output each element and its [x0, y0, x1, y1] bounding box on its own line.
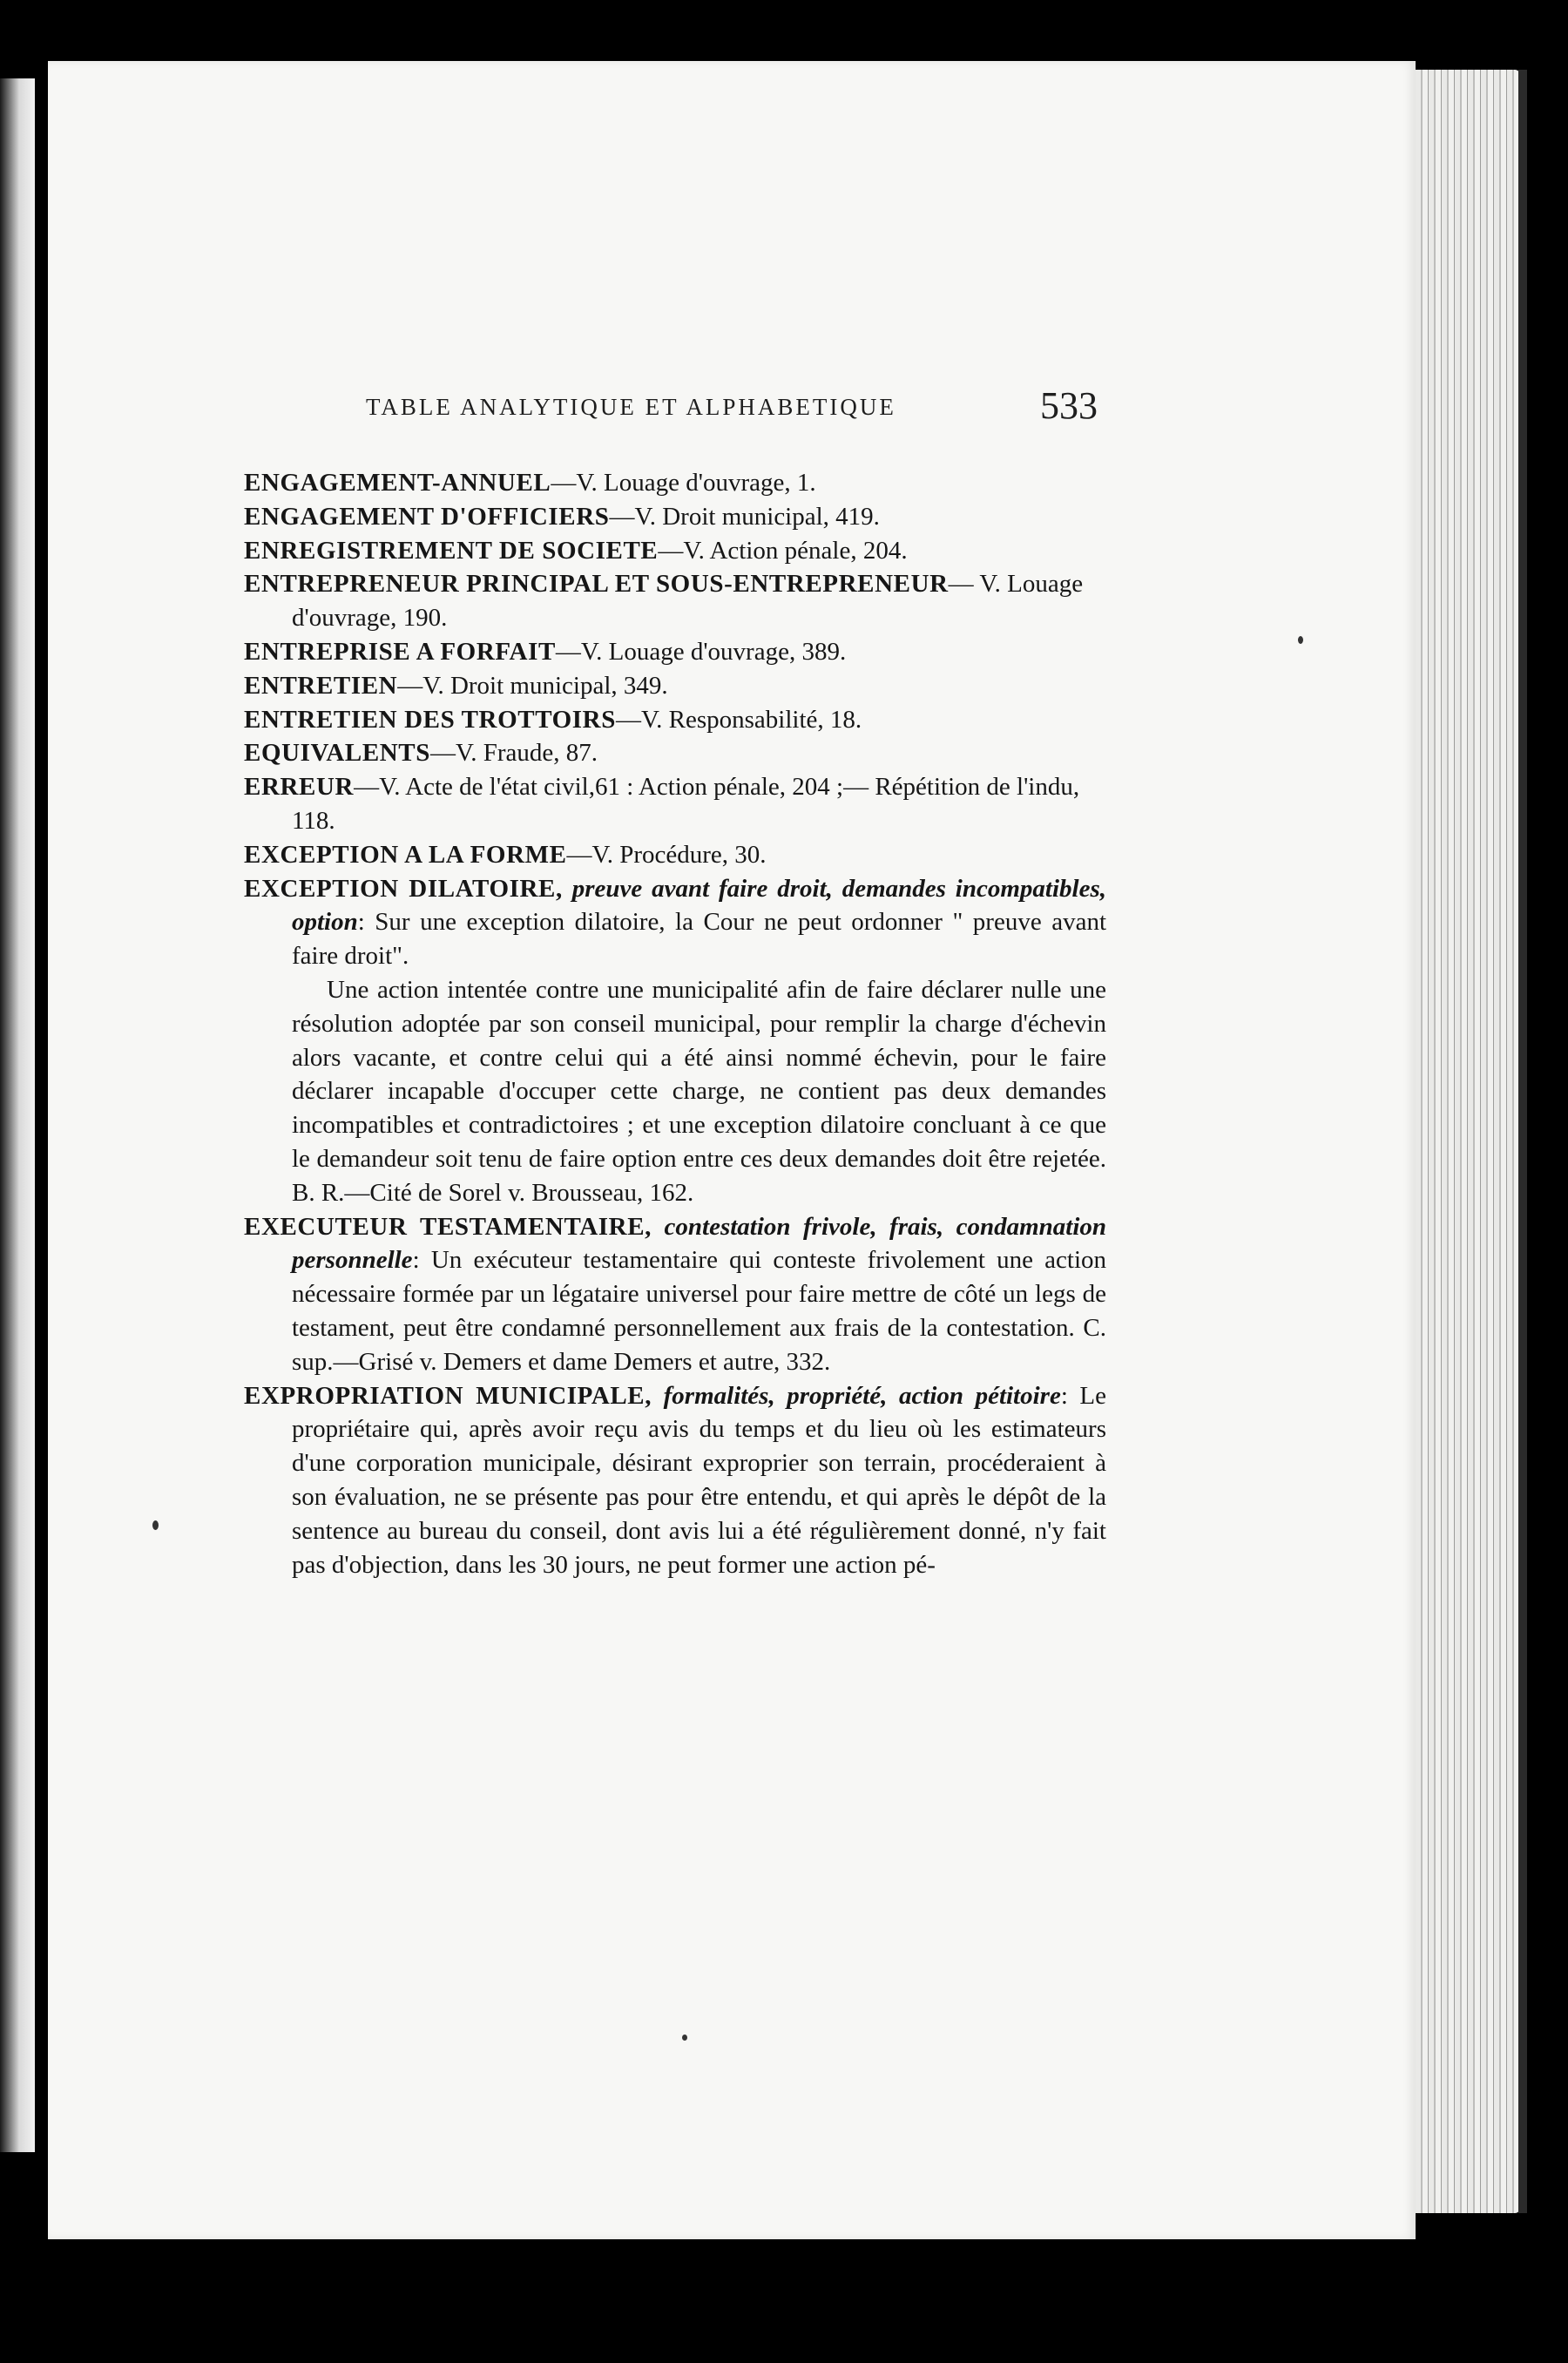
- index-entry: [244, 534, 1106, 568]
- index-entry: [244, 736, 1106, 770]
- entry-continuation: Une action intentée contre une municipalité afin de faire déclarer nulle une résolution adoptée par son conseil municipal, pour remplir la charge d'échevin alors vacante, et contre celui qui a été ainsi nommé échevin, pour le faire déclarer incapable d'occuper cette charge, ne contient pas deux demandes incompatibles et contradictoires ; et une exception dilatoire concluant à ce que le demandeur soit tenu de faire option entre ces deux demandes doit être rejetée. B. R.—Cité de Sorel v. Brousseau, 162.: [292, 975, 1106, 1207]
- entry-text: —V. Louage d'ouvrage, 1.: [551, 469, 816, 497]
- running-header: [366, 383, 1098, 436]
- entry-text: —V. Fraude, 87.: [429, 739, 598, 768]
- entry-heading: ENREGISTREMENT DE SOCIETE: [244, 536, 659, 565]
- index-entry: [244, 703, 1106, 737]
- previous-page-edge: [0, 78, 35, 2152]
- entry-text: —V. Louage d'ouvrage, 389.: [555, 637, 847, 666]
- entry-heading: ENGAGEMENT D'OFFICIERS: [244, 502, 610, 531]
- index-entry: [244, 500, 1106, 534]
- index-entry: [244, 567, 1106, 635]
- index-entry: [244, 635, 1106, 669]
- entry-text: : Le propriétaire qui, après avoir reçu avis du temps et du lieu où les estimateurs d'une corporation municipale, désirant exproprier son terrain, procéderaient à son évaluation, ne se présente pas pour être entendu, et qui après le dépôt de la sentence au bureau du conseil, dont avis lui a été régulièrement donné, n'y fait pas d'objection, dans les 30 jours, ne peut former une action pé-: [292, 1381, 1107, 1579]
- index-entry: [244, 466, 1106, 500]
- ink-speck: [152, 1520, 159, 1530]
- index-entry: [244, 1379, 1106, 1582]
- entry-heading: ENGAGEMENT-ANNUEL: [244, 469, 551, 497]
- index-entry: [244, 669, 1106, 703]
- entry-text: —V. Acte de l'état civil,61 : Action pénale, 204 ;— Répétition de l'indu, 118.: [292, 773, 1080, 835]
- header-title: TABLE ANALYTIQUE ET ALPHABETIQUE: [366, 394, 896, 420]
- entry-text: —V. Droit municipal, 419.: [609, 502, 880, 531]
- entry-keywords: preuve avant faire droit, demandes incompatibles, option: [292, 874, 1107, 937]
- entry-heading: EXCEPTION DILATOIRE,: [244, 874, 563, 903]
- entry-heading: ERREUR: [244, 773, 355, 802]
- entry-heading: EXECUTEUR TESTAMENTAIRE,: [244, 1212, 652, 1241]
- entry-keywords: formalités, propriété, action pétitoire: [663, 1381, 1061, 1410]
- entry-heading: EXCEPTION A LA FORME: [244, 840, 567, 869]
- entry-heading: EQUIVALENTS: [244, 739, 430, 768]
- index-column: [244, 466, 1106, 1581]
- entry-heading: ENTREPRENEUR PRINCIPAL ET SOUS-ENTREPRENEUR: [244, 570, 949, 599]
- entry-text: : Sur une exception dilatoire, la Cour ne peut ordonner " preuve avant faire droit".: [292, 908, 1106, 971]
- entry-text: : Un exécuteur testamentaire qui conteste frivolement une action nécessaire formée par un légataire universel pour faire mettre de côté un legs de testament, peut être condamné personnellement aux frais de la contestation. C. sup.—Grisé v. Demers et dame Demers et autre, 332.: [292, 1246, 1106, 1376]
- entry-keywords: contestation frivole, frais, condamnation personnelle: [292, 1212, 1107, 1275]
- index-entry: [244, 838, 1106, 872]
- entry-text: —V. Procédure, 30.: [566, 840, 767, 869]
- entry-heading: ENTREPRISE A FORFAIT: [244, 637, 556, 666]
- page-edges: [1416, 70, 1520, 2213]
- index-entry: [244, 770, 1106, 838]
- entry-text: — V. Louage d'ouvrage, 190.: [292, 570, 1084, 633]
- entry-text: —V. Droit municipal, 349.: [397, 671, 668, 700]
- page-number: 533: [1040, 384, 1098, 427]
- entry-text: —V. Action pénale, 204.: [658, 536, 908, 565]
- entry-heading: ENTRETIEN DES TROTTOIRS: [244, 705, 616, 734]
- entry-heading: ENTRETIEN: [244, 671, 398, 700]
- entry-text: —V. Responsabilité, 18.: [615, 705, 862, 734]
- index-entry: [244, 1210, 1106, 1379]
- ink-speck: [1298, 636, 1303, 644]
- ink-speck: [682, 2035, 687, 2041]
- entry-heading: EXPROPRIATION MUNICIPALE,: [244, 1381, 652, 1410]
- index-entry: [244, 872, 1106, 973]
